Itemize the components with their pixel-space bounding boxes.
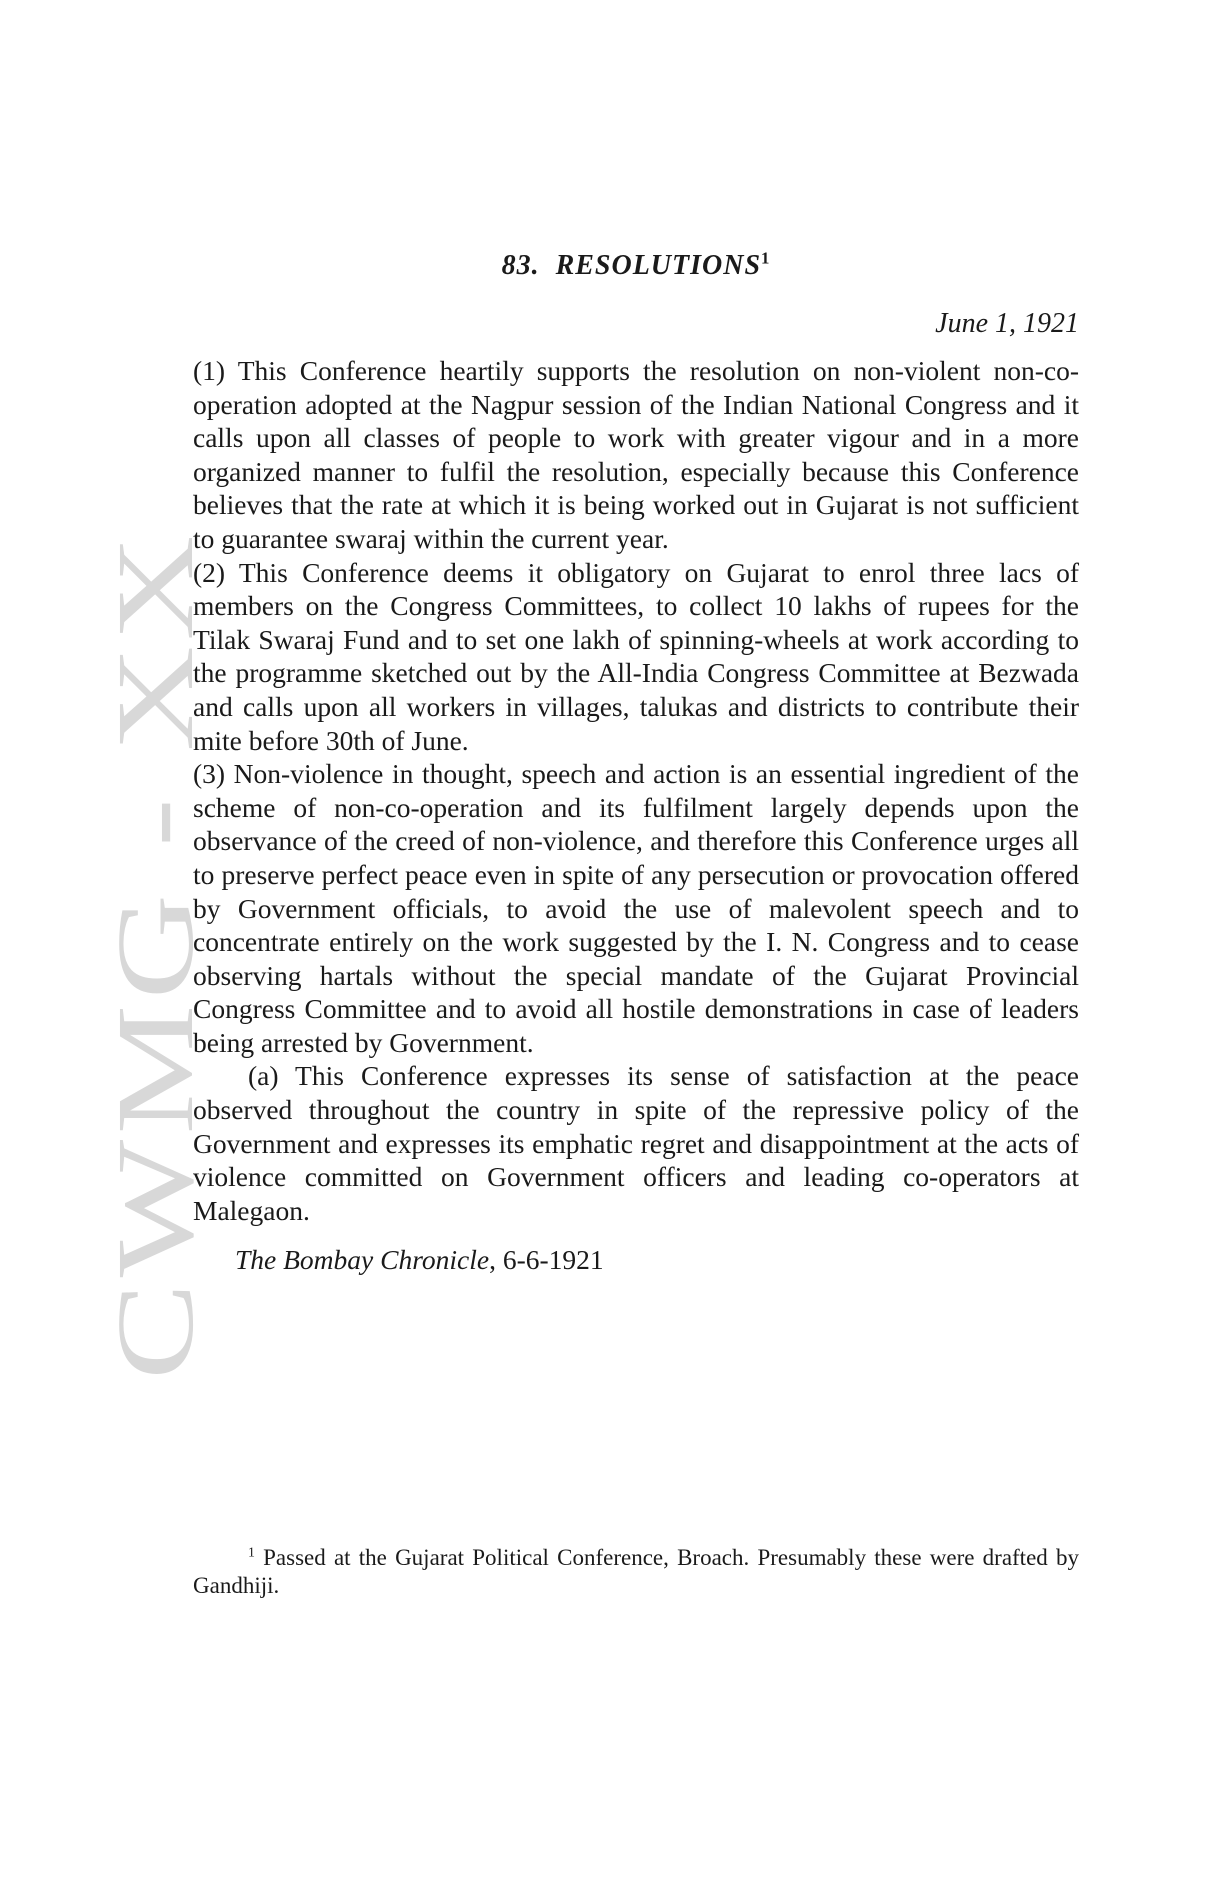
source-date: , 6-6-1921 [489,1244,604,1276]
heading-number: 83. [501,250,540,281]
source-citation [235,1243,1079,1277]
watermark-text: CWMG - XX [94,739,216,1380]
heading-footnote-ref: 1 [761,248,771,268]
footnote [193,1544,1079,1600]
resolution-1: (1) This Conference heartily supports the resolution on non-violent non-co-operation adopted at the Nagpur session of the Indian National Congress and it calls upon all classes of people to work with greater vigour and in a more organized manner to fulfil the resolution, especially because this Conference believes that the rate at which it is being worked out in Gujarat is not sufficient to guarantee swaraj within the current year. [193,355,1079,554]
footnote-body [193,1544,1079,1600]
resolution-3a: (a) This Conference expresses its sense of satisfaction at the peace observed throughout the country in spite of the repressive policy of the Government and expresses its emphatic regret and disappointment at the acts of violence committed on Government officers and leading co-operators at Malegaon. [193,1060,1079,1226]
resolution-3: (3) Non-violence in thought, speech and action is an essential ingredient of the scheme of non-co-operation and its fulfilment largely depends upon the observance of the creed of non-violence, and therefore this Conference urges all to preserve perfect peace even in spite of any persecution or provocation offered by Government officials, to avoid the use of malevolent speech and to concentrate entirely on the work suggested by the I. N. Congress and to cease observing hartals without the special mandate of the Gujarat Provincial Congress Committee and to avoid all hostile demonstrations in case of leaders being arrested by Government. [193,758,1079,1058]
heading-title: RESOLUTIONS [555,250,762,281]
document-heading [193,250,1079,282]
document-date: June 1, 1921 [935,308,1079,339]
document-page [193,250,1079,1277]
footnote-text: Passed at the Gujarat Political Conference, Broach. Presumably these were drafted by Gandhiji. [193,1545,1079,1598]
footnote-marker: 1 [248,1544,255,1560]
resolution-2: (2) This Conference deems it obligatory on Gujarat to enrol three lacs of members on the Congress Committees, to collect 10 lakhs of rupees for the Tilak Swaraj Fund and to set one lakh of spinning-wheels at work according to the programme sketched out by the All-India Congress Committee at Bezwada and calls upon all workers in villages, talukas and districts to contribute their mite before 30th of June. [193,556,1079,756]
source-publication: The Bombay Chronicle [235,1244,490,1276]
